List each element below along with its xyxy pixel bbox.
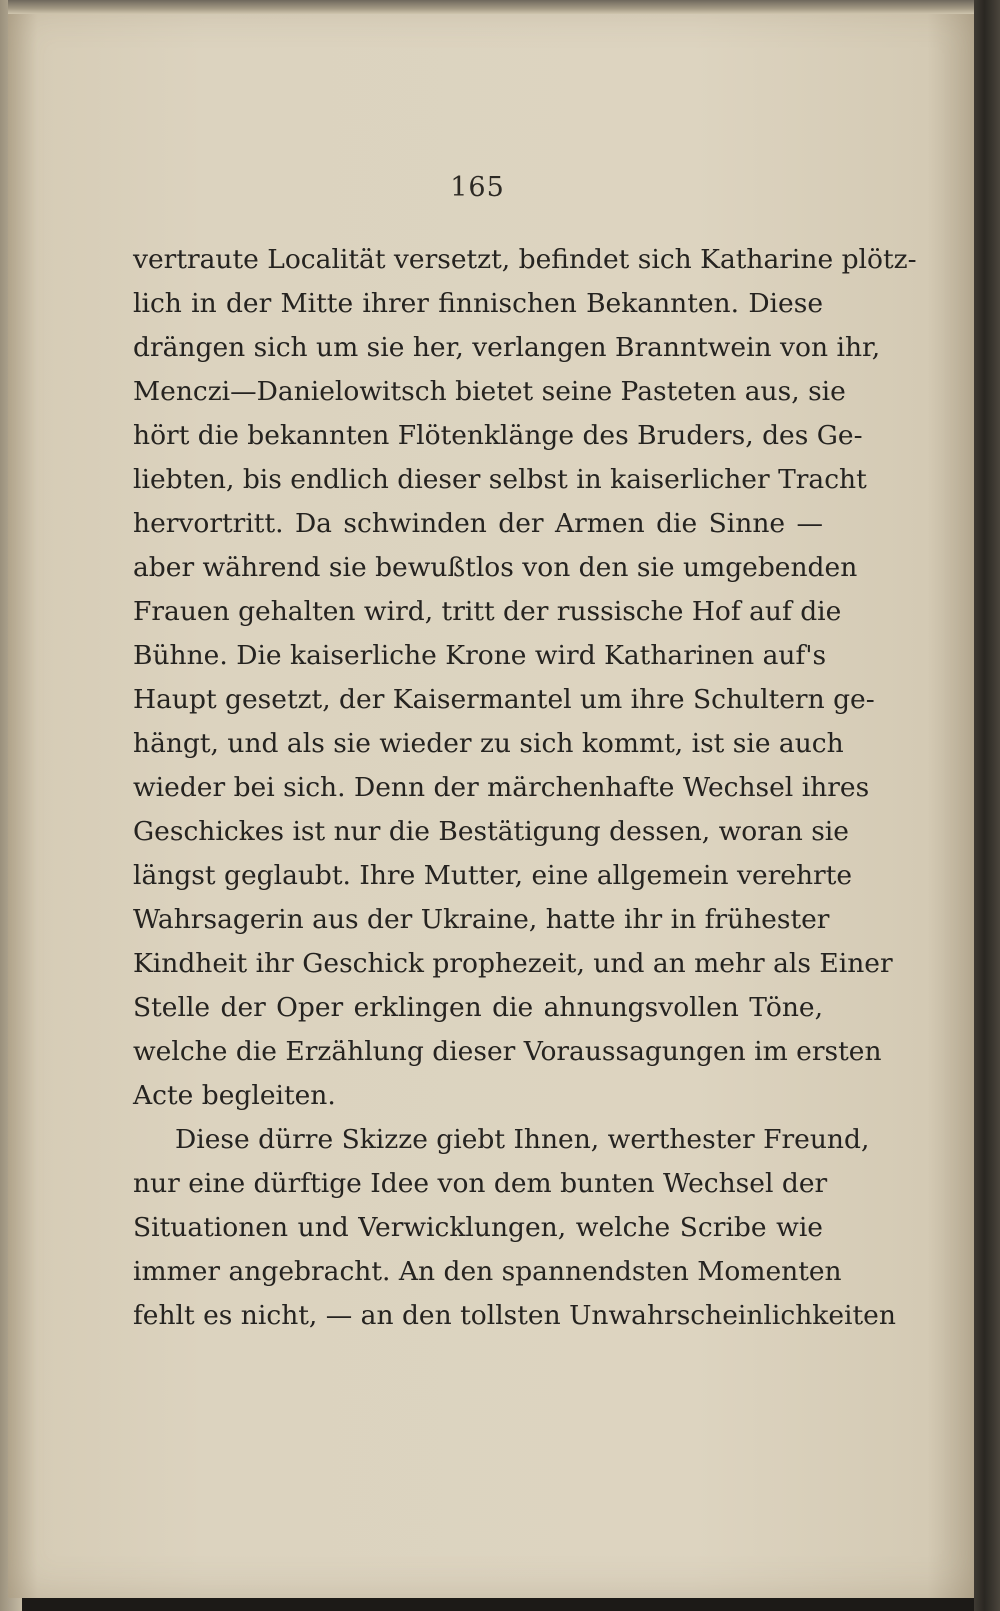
text-line: liebten, bis endlich dieser selbst in kaiserlicher Tracht	[133, 464, 867, 495]
text-line: Bühne. Die kaiserliche Krone wird Katharinen auf's	[133, 640, 827, 671]
text-line: vertraute Localität versetzt, befindet sich Katharine plötz-	[133, 244, 917, 275]
text-line: lich in der Mitte ihrer finnischen Bekannten. Diese	[133, 288, 823, 319]
book-right-edge	[974, 0, 1000, 1611]
text-line: immer angebracht. An den spannendsten Momenten	[133, 1256, 842, 1287]
body-text	[133, 238, 917, 1338]
page-number: 165	[450, 172, 505, 203]
text-line: nur eine dürftige Idee von dem bunten Wechsel der	[133, 1168, 828, 1199]
text-line: hört die bekannten Flötenklänge des Bruders, des Ge-	[133, 420, 863, 451]
text-line: Stelle der Oper erklingen die ahnungsvollen Töne,	[133, 992, 823, 1023]
text-line: hervortritt. Da schwinden der Armen die Sinne —	[133, 508, 823, 539]
text-line-paragraph-end: Acte begleiten.	[133, 1080, 336, 1111]
text-line: drängen sich um sie her, verlangen Branntwein von ihr,	[133, 332, 881, 363]
text-line: Frauen gehalten wird, tritt der russische Hof auf die	[133, 596, 842, 627]
text-line: wieder bei sich. Denn der märchenhafte Wechsel ihres	[133, 772, 870, 803]
text-line: Wahrsagerin aus der Ukraine, hatte ihr in frühester	[133, 904, 830, 935]
text-line: Menczi—Danielowitsch bietet seine Pasteten aus, sie	[133, 376, 846, 407]
text-line: welche die Erzählung dieser Voraussagungen im ersten	[133, 1036, 882, 1067]
text-line: Geschickes ist nur die Bestätigung dessen, woran sie	[133, 816, 849, 847]
text-line: fehlt es nicht, — an den tollsten Unwahrscheinlichkeiten	[133, 1300, 896, 1331]
book-top-edge	[8, 0, 986, 14]
text-line-paragraph-start: Diese dürre Skizze giebt Ihnen, werthester Freund,	[175, 1124, 870, 1155]
text-line: längst geglaubt. Ihre Mutter, eine allgemein verehrte	[133, 860, 853, 891]
text-line: Kindheit ihr Geschick prophezeit, und an mehr als Einer	[133, 948, 893, 979]
text-line: Haupt gesetzt, der Kaisermantel um ihre Schultern ge-	[133, 684, 875, 715]
text-line: Situationen und Verwicklungen, welche Scribe wie	[133, 1212, 823, 1243]
text-line: aber während sie bewußtlos von den sie umgebenden	[133, 552, 858, 583]
text-line: hängt, und als sie wieder zu sich kommt, ist sie auch	[133, 728, 844, 759]
